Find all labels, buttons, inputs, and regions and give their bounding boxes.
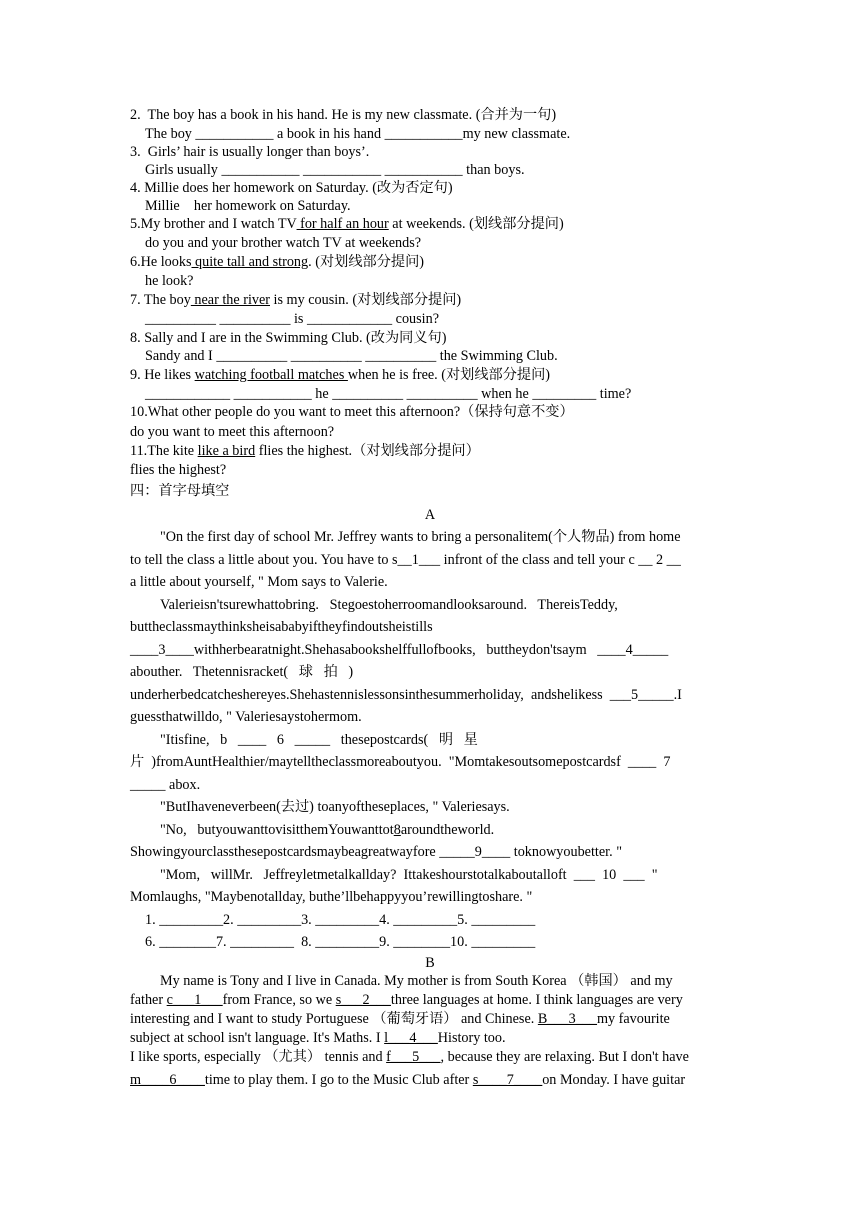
passage-a-line: buttheclassmaythinksheisababyiftheyfindoutsheistills <box>130 619 433 635</box>
passage-a-line: "Mom, willMr. Jeffreyletmetalkallday? Ittakeshourstotalkaboutalloft ___ 10 ___ " <box>160 867 658 883</box>
passage-a-line: ____3____withherbearatnight.Shehasabookshelffullofbooks, buttheydon'tsaym ____4_____ <box>130 642 669 658</box>
blank-5-underlined: f___5___ <box>386 1049 441 1065</box>
q11-underlined: like a bird <box>197 443 256 459</box>
q2-prompt: 2. The boy has a book in his hand. He is my new classmate. (合并为一句) <box>130 107 557 123</box>
q3-prompt: 3. Girls’ hair is usually longer than boys’. <box>130 144 370 160</box>
passage-a-line: "Itisfine, b ____ 6 _____ thesepostcards( 明 星 <box>160 732 478 748</box>
q9-answer-line: ____________ ___________ he __________ __________ when he _________ time? <box>145 386 632 402</box>
q7-text: 7. The boy <box>130 292 191 308</box>
q5-text-end: at weekends. (划线部分提问) <box>388 216 564 232</box>
passage-a-line: "ButIhaveneverbeen(去过) toanyoftheseplaces, " Valeriesays. <box>160 799 510 815</box>
passage-a-line: Valerieisn'tsurewhattobring. Stegoestoherroomandlooksaround. ThereisTeddy, <box>160 597 618 613</box>
q5-prompt <box>130 215 730 233</box>
q7-text-end: is my cousin. (对划线部分提问) <box>270 292 462 308</box>
q6-underlined: quite tall and strong <box>191 254 309 270</box>
passage-a-line: "On the first day of school Mr. Jeffrey wants to bring a personalitem(个人物品) from home <box>160 529 681 545</box>
passage-a-line: 片 )fromAuntHealthier/maytelltheclassmoreaboutyou. "Momtakesoutsomepostcardsf ____ 7 <box>130 754 671 770</box>
passage-b-text: I like sports, especially （尤其） tennis and <box>130 1049 387 1065</box>
blank-4-underlined: l___4___ <box>384 1030 438 1046</box>
passage-b-text: father <box>130 992 167 1008</box>
passage-b-text: History too. <box>437 1030 506 1046</box>
q8-prompt: 8. Sally and I are in the Swimming Club. (改为同义句) <box>130 330 447 346</box>
blank-7-underlined: s____7____ <box>472 1072 543 1088</box>
passage-a-line: to tell the class a little about you. You have to s__1___ infront of the class and tell your c __ 2 __ <box>130 552 681 568</box>
q7-underlined: near the river <box>190 292 270 308</box>
passage-b-line <box>130 1071 730 1089</box>
passage-b-text: my favourite <box>596 1011 670 1027</box>
q5-answer-line: do you and your brother watch TV at weekends? <box>145 235 422 251</box>
q6-text-end: . (对划线部分提问) <box>308 254 424 270</box>
q6-prompt <box>130 253 730 271</box>
q4-answer-line: Millie her homework on Saturday. <box>145 198 351 214</box>
passage-b-text: , because they are relaxing. But I don't have <box>440 1049 689 1065</box>
q9-text: 9. He likes <box>130 367 195 383</box>
passage-a-line: _____ abox. <box>130 777 201 793</box>
passage-a-line: Showingyourclassthesepostcardsmaybeagreatwayfore _____9____ toknowyoubetter. " <box>130 844 622 860</box>
passage-a-text: aroundtheworld. <box>400 822 495 838</box>
q9-prompt <box>130 366 730 384</box>
blank-6-underlined: m____6____ <box>130 1072 205 1088</box>
passage-b-text: three languages at home. I think languages are very <box>390 992 683 1008</box>
passage-a-line: guessthatwilldo, " Valeriesaystohermom. <box>130 709 362 725</box>
q11-text-end: flies the highest.（对划线部分提问） <box>255 443 480 459</box>
passage-b-text: interesting and I want to study Portuguese （葡萄牙语） and Chinese. <box>130 1011 538 1027</box>
passage-a-line <box>160 821 730 839</box>
q11-text: 11.The kite <box>130 443 198 459</box>
passage-a-line: abouther. Thetennisracket( 球 拍 ) <box>130 664 354 680</box>
passage-b-text: subject at school isn't language. It's Maths. I <box>130 1030 385 1046</box>
answer-blanks-row-1: 1. _________2. _________3. _________4. _________5. _________ <box>145 912 536 928</box>
q9-underlined: watching football matches <box>194 367 348 383</box>
q6-answer-line: he look? <box>145 273 194 289</box>
passage-a-line: Momlaughs, "Maybenotallday, buthe’llbehappyyou’rewillingtoshare. " <box>130 889 533 905</box>
q3-answer-line: Girls usually ___________ ___________ ___________ than boys. <box>145 162 525 178</box>
q2-answer-line: The boy ___________ a book in his hand ___________my new classmate. <box>145 126 571 142</box>
q7-answer-line: __________ __________ is ____________ cousin? <box>145 311 439 327</box>
q6-text: 6.He looks <box>130 254 192 270</box>
passage-b-text: time to play them. I go to the Music Club after <box>204 1072 473 1088</box>
q8-answer-line: Sandy and I __________ __________ __________ the Swimming Club. <box>145 348 558 364</box>
passage-a-line: underherbedcatcheshereyes.Shehastennislessonsinthesummerholiday, andshelikess ___5_____.I <box>130 687 682 703</box>
q11-answer-line: flies the highest? <box>130 462 227 478</box>
q5-text: 5.My brother and I watch TV <box>130 216 297 232</box>
passage-b-line <box>130 1048 730 1066</box>
answer-blanks-row-2: 6. ________7. _________ 8. _________9. ________10. _________ <box>145 934 536 950</box>
q11-prompt <box>130 442 730 460</box>
passage-a-text: "No, butyouwanttovisitthemYouwanttot <box>160 822 394 838</box>
blank-2-underlined: s___2___ <box>335 992 391 1008</box>
passage-b-text: on Monday. I have guitar <box>542 1072 686 1088</box>
q5-underlined: for half an hour <box>296 216 389 232</box>
blank-3-underlined: B___3___ <box>537 1011 597 1027</box>
passage-a-label: A <box>424 507 436 523</box>
passage-b-label: B <box>425 955 435 971</box>
section4-heading: 四：首字母填空 <box>130 483 230 499</box>
passage-b-line <box>130 1010 730 1028</box>
q9-text-end: when he is free. (对划线部分提问) <box>347 367 551 383</box>
blank-8-underlined: 8 <box>393 822 401 838</box>
q10-prompt: 10.What other people do you want to meet this afternoon?（保持句意不变） <box>130 404 574 420</box>
passage-b-line: My name is Tony and I live in Canada. My mother is from South Korea （韩国） and my <box>160 973 673 989</box>
q4-prompt: 4. Millie does her homework on Saturday. (改为否定句) <box>130 180 453 196</box>
q7-prompt <box>130 291 730 309</box>
passage-b-line <box>130 1029 730 1047</box>
passage-b-text: from France, so we <box>222 992 336 1008</box>
q10-answer-line: do you want to meet this afternoon? <box>130 424 335 440</box>
passage-a-line: a little about yourself, " Mom says to Valerie. <box>130 574 388 590</box>
blank-1-underlined: c___1___ <box>166 992 223 1008</box>
passage-b-line <box>130 991 730 1009</box>
